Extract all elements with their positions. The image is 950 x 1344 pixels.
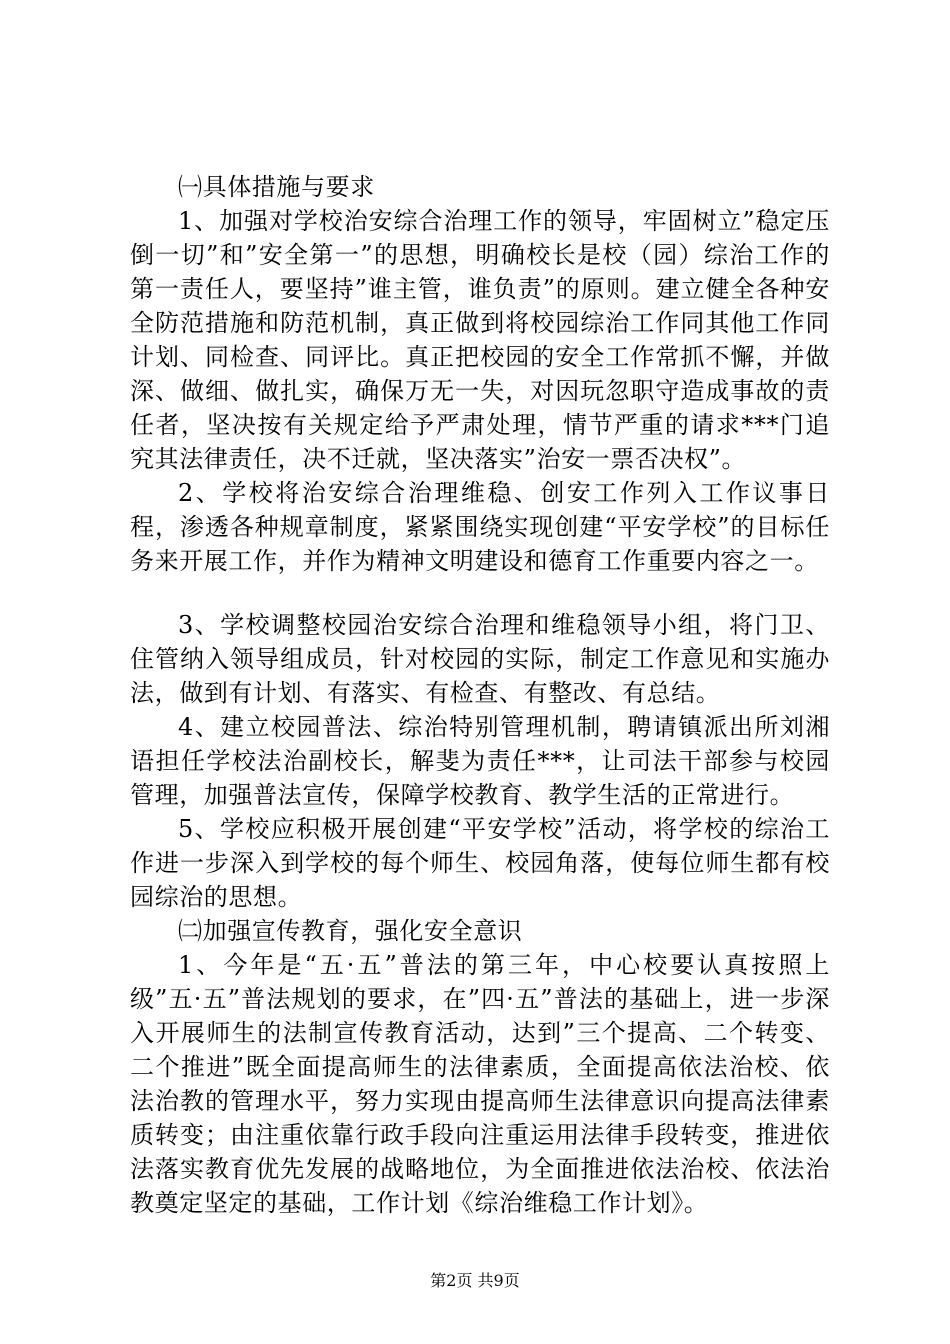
paragraph-publicity-item-1: 1、今年是“五·五”普法的第三年，中心校要认真按照上级”五·五”普法规划的要求，在”四·五”普法的基础上，进一步深入开展师生的法制宣传教育活动，达到”三个提高、二个转变、二个推进”既全面提高师生的法律素质，全面提高依法治校、依法治教的管理水平，努力实现由提高师生法律意识向提高法律素质转变；由注重依靠行政手段向注重运用法律手段转变，推进依法落实教育优先发展的战略地位，为全面推进依法治校、依法治教奠定坚定的基础，工作计划《综治维稳工作计划》。 (130, 951, 830, 1217)
paragraph-item-1: 1、加强对学校治安综合治理工作的领导，牢固树立”稳定压倒一切”和”安全第一”的思想，明确校长是校（园）综治工作的第一责任人，要坚持”谁主管，谁负责”的原则。建立健全各种安全防范措施和防范机制，真正做到将校园综治工作同其他工作同计划、同检查、同评比。真正把校园的安全工作常抓不懈，并做深、做细、做扎实，确保万无一失，对因玩忽职守造成事故的责任者，坚决按有关规定给予严肃处理，情节严重的请求***门追究其法律责任，决不迁就，坚决落实”治安一票否决权”。 (130, 207, 830, 473)
section-heading-measures: ㈠具体措施与要求 (178, 173, 375, 201)
page-footer: 第2页 共9页 (430, 1271, 520, 1290)
document-body (130, 170, 830, 1220)
paragraph-item-2: 2、学校将治安综合治理维稳、创安工作列入工作议事日程，渗透各种规章制度，紧紧围绕实现创建“平安学校”的目标任务来开展工作，并作为精神文明建设和德育工作重要内容之一。 (130, 479, 830, 575)
paragraph-item-5: 5、学校应积极开展创建“平安学校”活动，将学校的综治工作进一步深入到学校的每个师生、校园角落，使每位师生都有校园综治的思想。 (130, 815, 830, 911)
paragraph-item-4: 4、建立校园普法、综治特别管理机制，聘请镇派出所刘湘语担任学校法治副校长，解斐为责任***，让司法干部参与校园管理，加强普法宣传，保障学校教育、教学生活的正常进行。 (130, 713, 830, 809)
paragraph-item-3: 3、学校调整校园治安综合治理和维稳领导小组，将门卫、住管纳入领导组成员，针对校园的实际，制定工作意见和实施办法，做到有计划、有落实、有检查、有整改、有总结。 (130, 611, 830, 707)
section-heading-publicity: ㈡加强宣传教育，强化安全意识 (178, 917, 523, 945)
